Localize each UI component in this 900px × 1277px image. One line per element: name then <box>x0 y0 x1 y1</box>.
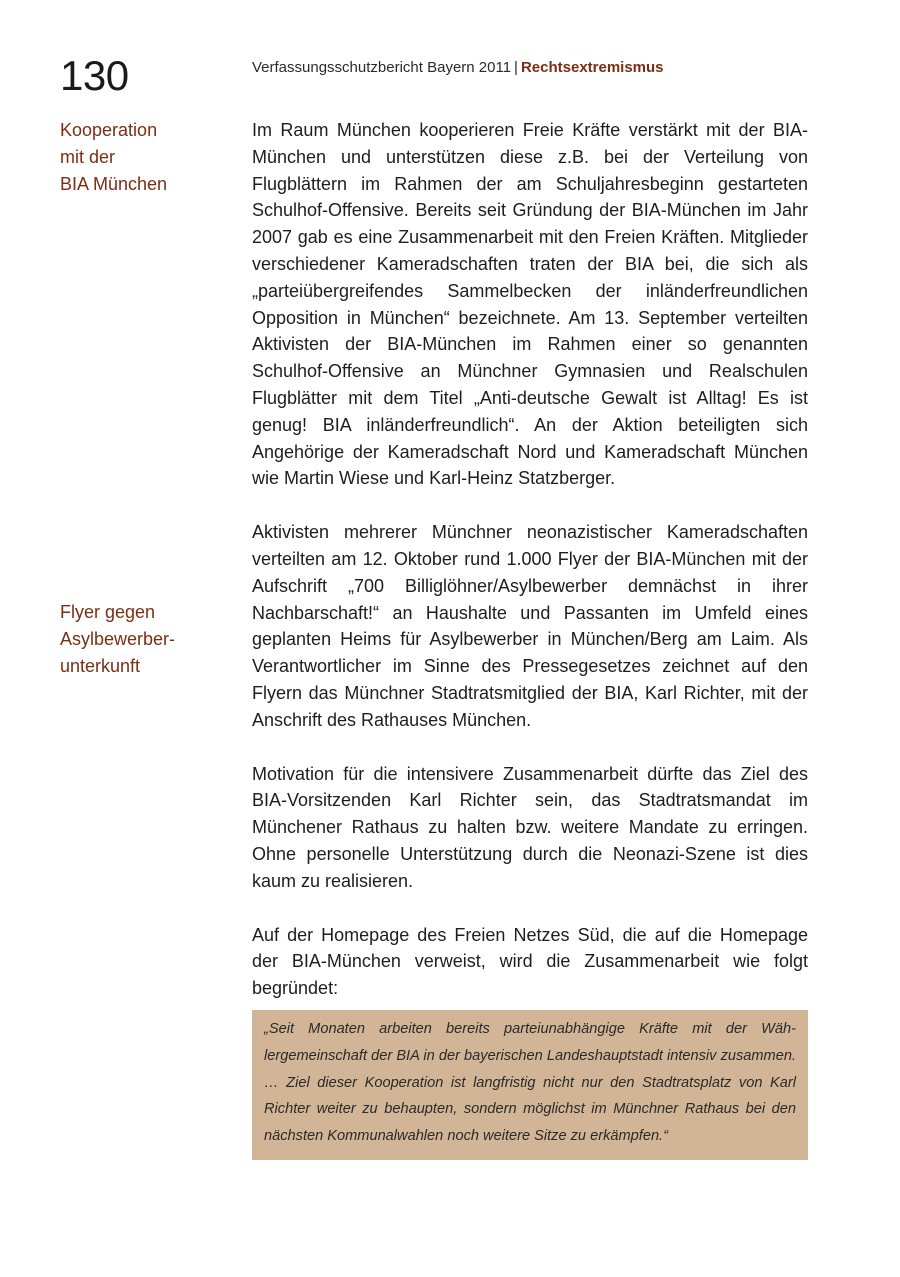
page-number: 130 <box>60 52 129 99</box>
main-text-column <box>252 117 808 1160</box>
margin-note-flyer <box>60 599 230 680</box>
quote-text: „Seit Monaten arbeiten bereits parteiunabhängige Kräfte mit der Wählergemeinschaft der BIA in der bayerischen Landeshauptstadt intensiv zusammen. … Ziel dieser Kooperation ist langfristig nicht nur den Stadtratsplatz von Karl Richter weiter zu behaupten, sondern möglichst im Münchner Rathaus bei den nächsten Kommunalwahlen noch weitere Sitze zu erkämpfen.“ <box>264 1020 796 1145</box>
margin-note-line: mit der <box>60 147 116 167</box>
section-title: Rechtsextremismus <box>520 59 664 76</box>
header-separator: | <box>514 59 518 76</box>
body-paragraph: Im Raum München kooperieren Freie Kräfte verstärkt mit der BIA-München und unterstützen diese z.B. bei der Verteilung von Flugblättern im Rahmen der am Schuljahresbeginn gestarteten Schulhof-Offensive. Bereits seit Gründung der BIA-München im Jahr 2007 gab es eine Zusammenarbeit mit den Freien Kräften. Mitglieder verschiedener Kameradschaften traten der BIA bei, die sich als „parteiübergreifendes Sammelbecken der inländerfreundlichen Opposition in München“ bezeichnete. Am 13. September verteilten Aktivisten der BIA-München im Rahmen einer so genannten Schulhof-Offensive an Münchner Gymnasien und Realschulen Flugblätter mit dem Titel „Anti-deutsche Gewalt ist Alltag! Es ist genug! BIA inländerfreundlich“. An der Aktion beteiligten sich Angehörige der Kameradschaft Nord und Kameradschaft München wie Martin Wiese und Karl-Heinz Statzberger. <box>252 120 808 489</box>
margin-note-line: unterkunft <box>60 656 141 676</box>
margin-note-cooperation <box>60 117 230 198</box>
publication-title: Verfassungsschutzbericht Bayern 2011 <box>252 59 512 76</box>
body-paragraph: Aktivisten mehrerer Münchner neonazistischer Kameradschaften verteilten am 12. Oktober rund 1.000 Flyer der BIA-München mit der Aufschrift „700 Billiglöhner/Asylbewerber demnächst in ihrer Nachbarschaft!“ an Haushalte und Passanten im Umfeld eines geplanten Heims für Asylbewerber in München/Berg am Laim. Als Verantwortlicher im Sinne des Pressegesetzes zeichnet auf den Flyern das Münchner Stadtratsmitglied der BIA, Karl Richter, mit der Anschrift des Rathauses München. <box>252 522 808 730</box>
body-paragraph: Auf der Homepage des Freien Netzes Süd, die auf die Homepage der BIA-München verweist, wird die Zusammenarbeit wie folgt begründet: <box>252 924 808 999</box>
margin-note-line: Asylbewerber- <box>60 629 176 649</box>
quote-box <box>252 1010 808 1160</box>
margin-note-line: Kooperation <box>60 120 158 140</box>
margin-note-line: BIA München <box>60 174 168 194</box>
margin-note-line: Flyer gegen <box>60 602 156 622</box>
body-paragraph: Motivation für die intensivere Zusammenarbeit dürfte das Ziel des BIA-Vorsitzenden Karl Richter sein, das Stadtratsmandat im Münchener Rathaus zu halten bzw. weitere Mandate zu erringen. Ohne personelle Unterstützung durch die Neonazi-Szene ist dies kaum zu realisieren. <box>252 763 808 891</box>
running-header <box>252 58 664 78</box>
